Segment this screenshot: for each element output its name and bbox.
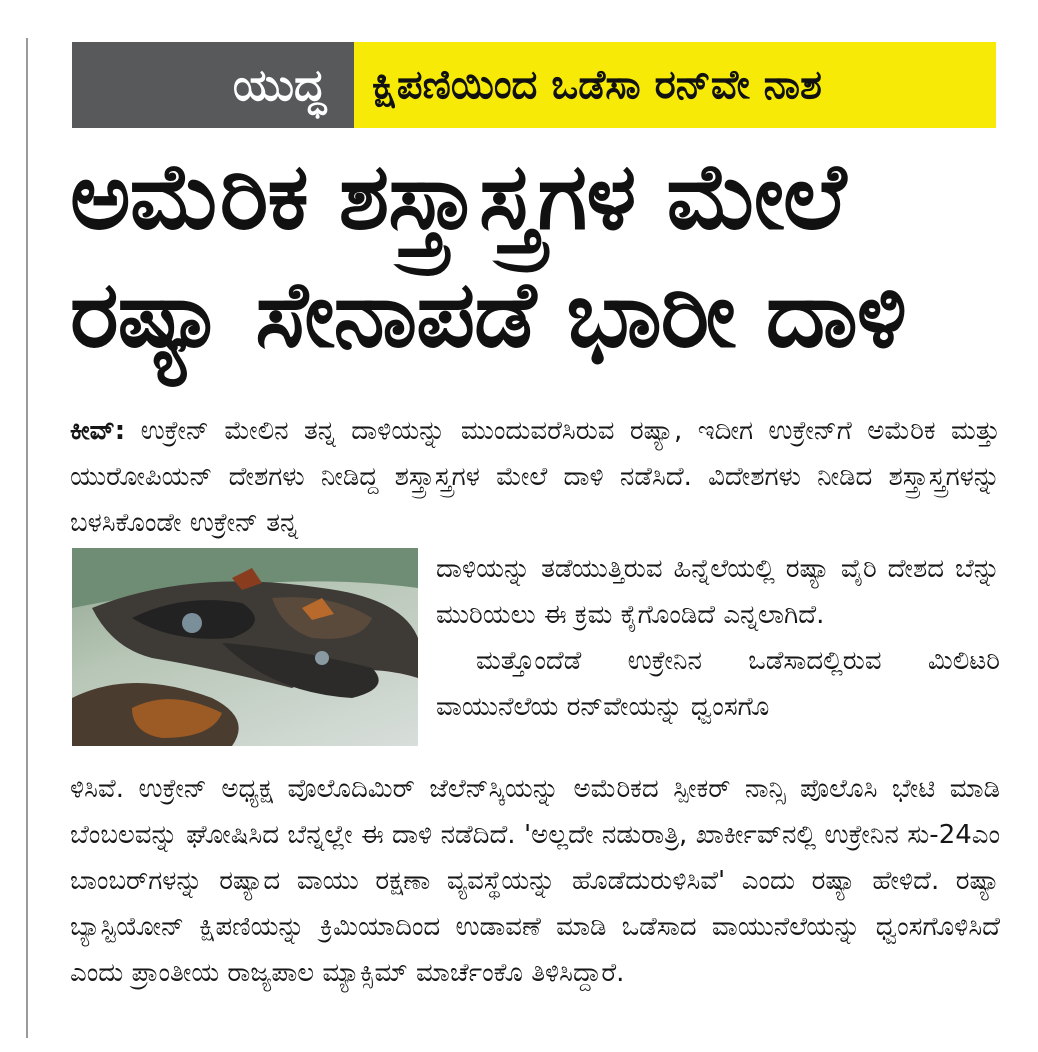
paragraph-2-start: ಮತ್ತೊಂದೆಡೆ ಉಕ್ರೇನಿನ ಒಡೆಸಾದಲ್ಲಿರುವ ಮಿಲಿಟರಿ ವಾಯುನೆಲೆಯ ರನ್‌ವೇಯನ್ನು ಧ್ವಂಸಗೊ [436, 646, 1000, 722]
column-rule [26, 38, 28, 1038]
article-paragraph-1-continued [436, 546, 1000, 730]
article-paragraph-2: ಳಿಸಿವೆ. ಉಕ್ರೇನ್ ಅಧ್ಯಕ್ಷ ವೊಲೊದಿಮಿರ್ ಜೆಲೆನ್‌ಸ್ಕಿಯನ್ನು ಅಮೆರಿಕದ ಸ್ಪೀಕರ್ ನಾನ್ಸಿ ಪೊಲೊಸಿ ಭೇಟಿ ಮಾಡಿ ಬೆಂಬಲವನ್ನು ಘೋಷಿಸಿದ ಬೆನ್ನಲ್ಲೇ ಈ ದಾಳಿ ನಡೆದಿದೆ. 'ಅಲ್ಲದೇ ನಡುರಾತ್ರಿ, ಖಾರ್ಕೀವ್‌ನಲ್ಲಿ ಉಕ್ರೇನಿನ ಸು-24ಎಂ ಬಾಂಬರ್‌ಗಳನ್ನು ರಷ್ಯಾದ ವಾಯು ರಕ್ಷಣಾ ವ್ಯವಸ್ಥೆಯನ್ನು ಹೊಡೆದುರುಳಿಸಿವೆ' ಎಂದು ರಷ್ಯಾ ಹೇಳಿದೆ. ರಷ್ಯಾ ಬ್ಯಾಸ್ಟಿಯೋನ್ ಕ್ಷಿಪಣಿಯನ್ನು ಕ್ರಿಮಿಯಾದಿಂದ ಉಡಾವಣೆ ಮಾಡಿ ಒಡೆಸಾದ ವಾಯುನೆಲೆಯನ್ನು ಧ್ವಂಸಗೊಳಿಸಿದೆ ಎಂದು ಪ್ರಾಂತೀಯ ರಾಜ್ಯಪಾಲ ಮ್ಯಾಕ್ಸಿಮ್ ಮಾರ್ಚೆಂಕೊ ತಿಳಿಸಿದ್ದಾರೆ. [70, 774, 1000, 988]
section-tag: ಯುದ್ಧ [72, 42, 354, 128]
headline [70, 138, 1000, 374]
kicker-banner [72, 42, 996, 128]
wreckage-photo-illustration [72, 548, 418, 746]
article-paragraph-1 [70, 408, 1000, 546]
kicker-text: ಕ್ಷಿಪಣಿಯಿಂದ ಒಡೆಸಾ ರನ್‌ವೇ ನಾಶ [354, 42, 996, 128]
paragraph-1-text: ಉಕ್ರೇನ್ ಮೇಲಿನ ತನ್ನ ದಾಳಿಯನ್ನು ಮುಂದುವರೆಸಿರುವ ರಷ್ಯಾ, ಇದೀಗ ಉಕ್ರೇನ್‌ಗೆ ಅಮೆರಿಕ ಮತ್ತು ಯುರೋಪಿಯನ್ ದೇಶಗಳು ನೀಡಿದ್ದ ಶಸ್ತ್ರಾಸ್ತ್ರಗಳ ಮೇಲೆ ದಾಳಿ ನಡೆಸಿದೆ. ವಿದೇಶಗಳು ನೀಡಿದ ಶಸ್ತ್ರಾಸ್ತ್ರಗಳನ್ನು ಬಳಸಿಕೊಂಡೇ ಉಕ್ರೇನ್ ತನ್ನ [70, 416, 1000, 538]
dateline: ಕೀವ್: [70, 416, 126, 446]
paragraph-1-cont-text: ದಾಳಿಯನ್ನು ತಡೆಯುತ್ತಿರುವ ಹಿನ್ನೆಲೆಯಲ್ಲಿ ರಷ್ಯಾ ವೈರಿ ದೇಶದ ಬೆನ್ನು ಮುರಿಯಲು ಈ ಕ್ರಮ ಕೈಗೊಂಡಿದೆ ಎನ್ನಲಾಗಿದೆ. [436, 554, 1000, 630]
news-photo [72, 548, 418, 746]
headline-line-2: ರಷ್ಯಾ ಸೇನಾಪಡೆ ಭಾರೀ ದಾಳಿ [70, 261, 906, 368]
headline-line-1: ಅಮೆರಿಕ ಶಸ್ತ್ರಾಸ್ತ್ರಗಳ ಮೇಲೆ [70, 143, 846, 250]
